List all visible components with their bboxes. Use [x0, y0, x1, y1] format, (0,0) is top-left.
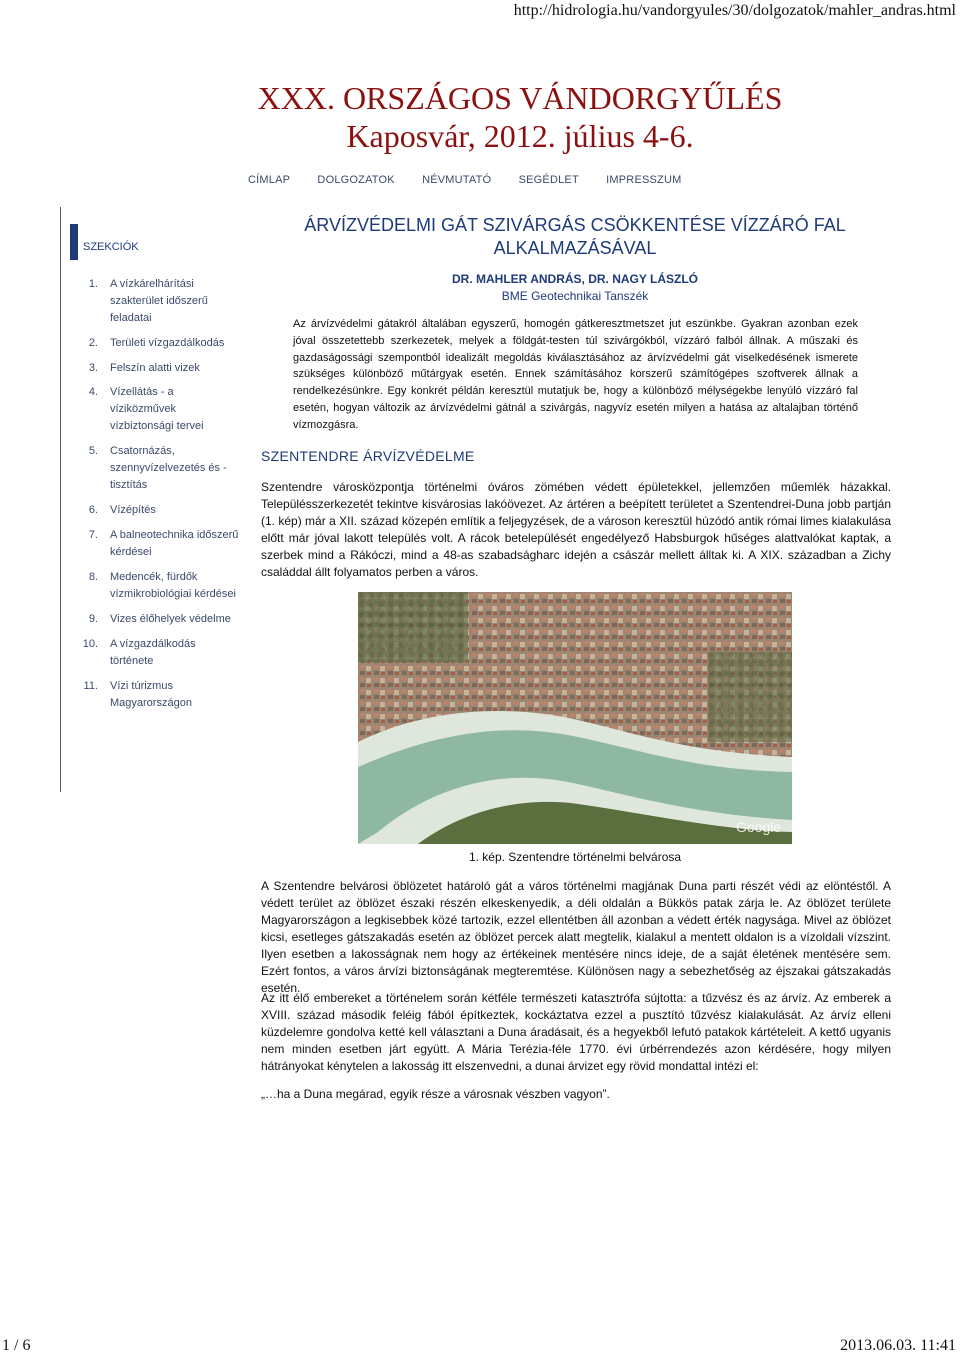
top-nav	[248, 174, 705, 186]
sidebar-item-9[interactable]	[80, 611, 240, 636]
sidebar-item-label: Vízi túrizmus Magyarországon	[110, 680, 192, 709]
article-abstract: Az árvízvédelmi gátakról általában egyszerű, homogén gátkeresztmetszet jut eszünkbe. Gyakran azonban ezek jóval összetettebb szerkezetek, melyek a földgát-testen túl szivárgókból, vízzáró falból állnak. A műszaki és gazdaságossági szempontból idealizált megoldás kiválasztásához az árvízvédelmi gát viselkedésének ismerete szükséges különböző műtárgyak esetén. Ennek számításához korszerű számítógépes szoftverek állnak a rendelkezésünkre. Egy konkrét példán keresztül mutatjuk be, hogy a különböző mélységekbe lenyúló vízzáró fal esetén, hogyan változik az árvízvédelmi gátnál a szivárgás, nagyvíz esetén milyen a hatása az altalajban történő vízmozgásra.	[293, 318, 858, 431]
nav-link-cimlap[interactable]: CÍMLAP	[248, 174, 291, 186]
quote: „…ha a Duna megárad, egyik része a városnak vészben vagyon”.	[261, 1087, 610, 1101]
sidebar-divider	[60, 207, 61, 792]
paragraph-3: Az itt élő embereket a történelem során kétféle természeti katasztrófa sújtotta: a tűzvész és az árvíz. Az emberek a XVIII. század második feléig fából építkeztek, kockáztatva ezzel a pusztító tűzvész kialakulását. Az árvíz elleni küzdelemre gondolva ketté kell választani a Duna áradásait, és a hegyekből lefutó patakok kártételeit. A kettő ugyanis nem minden esetben járt együtt. A Mária Terézia-féle 1770. évi úrbérrendezés azon kérdésére, hogy milyen hátrányokat kénytelen a lakosság itt elszenvedni, a dunai árvizet egy rövid mondattal intézi el:	[261, 991, 891, 1073]
sidebar-item-label: Vízellátás - a víziközművek vízbiztonsági tervei	[110, 386, 204, 432]
sidebar-section-list	[80, 276, 240, 718]
article-title: ÁRVÍZVÉDELMI GÁT SZIVÁRGÁS CSÖKKENTÉSE VÍZZÁRÓ FAL ALKALMAZÁSÁVAL	[304, 215, 846, 258]
photo-tree-area-right	[708, 652, 792, 742]
sidebar-item-number: 8.	[88, 571, 98, 583]
sidebar-item-number: 11.	[83, 680, 98, 692]
nav-link-nevmutato[interactable]: NÉVMUTATÓ	[422, 174, 492, 186]
photo-watermark: Google	[736, 819, 782, 835]
sidebar-item-label: Medencék, fürdők vízmikrobiológiai kérdései	[110, 571, 236, 600]
sidebar-item-8[interactable]	[80, 569, 240, 611]
print-timestamp: 2013.06.03. 11:41	[840, 1337, 956, 1354]
sidebar-item-label: A vízgazdálkodás története	[110, 638, 196, 667]
sidebar-item-number: 4.	[88, 386, 98, 398]
aerial-photo	[358, 592, 792, 844]
sidebar-item-label: Vizes élőhelyek védelme	[110, 613, 231, 625]
sidebar-item-number: 10.	[82, 638, 98, 650]
nav-link-impresszum[interactable]: IMPRESSZUM	[606, 174, 682, 186]
sidebar-item-number: 1.	[88, 278, 98, 290]
nav-link-dolgozatok[interactable]: DOLGOZATOK	[317, 174, 395, 186]
article-authors: DR. MAHLER ANDRÁS, DR. NAGY LÁSZLÓ	[452, 272, 698, 286]
sidebar-item-number: 6.	[88, 504, 98, 516]
sidebar-item-4[interactable]	[80, 384, 240, 443]
sidebar-item-label: Felszín alatti vizek	[110, 362, 200, 374]
paragraph-1: Szentendre városközpontja történelmi óváros zömében védett épületekkel, jellemzően műemlék házakkal. Településszerkezetét tekintve kisvárosias lakóövezet. Az ártéren a beépített területet a Szentendrei-Duna jobb partján (1. kép) már a XII. század közepén említik a feljegyzések, de a városon keresztül húzódó antik római limes kialakulása előtt már jóval lakott település volt. A rácok betelepülését engedélyező Habsburgok hűséges alattvalókat kaptak, a szerbek mind a Rákóczi, mind a 48-as szabadságharc idején a császár mellett álltak ki. A XIX. században a Zichy családdal állt folyamatos perben a város.	[261, 480, 891, 579]
event-subtitle: Kaposvár, 2012. július 4-6.	[346, 118, 694, 154]
paragraph-2: A Szentendre belvárosi öblözetet határoló gát a város történelmi magjának Duna parti részét védi az elöntéstől. A védett terület az öblözet északi részén elkeskenyedik, a déli oldalán a Bükkös patak zárja le. Az öblözet területe Magyarországon a legkisebbek közé tartozik, ezzel ellentétben áll azonban a védett érték nagysága. Mivel az öblözet kicsi, esetleges gátszakadás esetén az öblözet percek alatt megtelik, kialakul a mentett oldalon is a vízoldali vízszint. Ilyen esetben a lakosságnak nem hogy az értékeinek mentésére nincs ideje, de a saját életének mentésére sem. Ezért fontos, a város árvízi biztonságának megteremtése. Különösen nagy a sebezhetőség az éjszakai gátszakadás esetén.	[261, 879, 891, 995]
sidebar-accent-bar	[70, 224, 78, 260]
sidebar-item-3[interactable]	[80, 360, 240, 384]
sidebar-item-label: Területi vízgazdálkodás	[110, 337, 225, 349]
sidebar-item-11[interactable]	[80, 678, 240, 718]
sidebar-item-6[interactable]	[80, 502, 240, 527]
sidebar-item-number: 3.	[88, 362, 98, 374]
sidebar-item-label: A vízkárelhárítási szakterület időszerű feladatai	[110, 278, 208, 324]
event-title: XXX. ORSZÁGOS VÁNDORGYŰLÉS	[257, 80, 783, 116]
sidebar-item-2[interactable]	[80, 335, 240, 360]
page-counter: 1 / 6	[2, 1337, 31, 1354]
sidebar-item-number: 5.	[88, 445, 98, 457]
sidebar-item-1[interactable]	[80, 276, 240, 335]
sidebar-item-10[interactable]	[80, 636, 240, 678]
sidebar-heading: SZEKCIÓK	[83, 241, 139, 253]
page-url: http://hidrologia.hu/vandorgyules/30/dolgozatok/mahler_andras.html	[513, 2, 956, 19]
sidebar-item-label: A balneotechnika időszerű kérdései	[110, 529, 239, 558]
sidebar-item-label: Csatornázás, szennyvízelvezetés és -tisztítás	[110, 445, 227, 491]
sidebar-item-number: 7.	[88, 529, 98, 541]
sidebar-item-number: 9.	[88, 613, 98, 625]
article-affiliation: BME Geotechnikai Tanszék	[501, 289, 649, 303]
sidebar-item-label: Vízépítés	[110, 504, 156, 516]
section-heading: SZENTENDRE ÁRVÍZVÉDELME	[261, 448, 475, 464]
photo-tree-area	[358, 592, 468, 662]
sidebar-item-5[interactable]	[80, 443, 240, 502]
image-caption: 1. kép. Szentendre történelmi belvárosa	[468, 850, 682, 864]
nav-link-segedlet[interactable]: SEGÉDLET	[518, 174, 579, 186]
sidebar-item-7[interactable]	[80, 527, 240, 569]
sidebar-item-number: 2.	[88, 337, 98, 349]
